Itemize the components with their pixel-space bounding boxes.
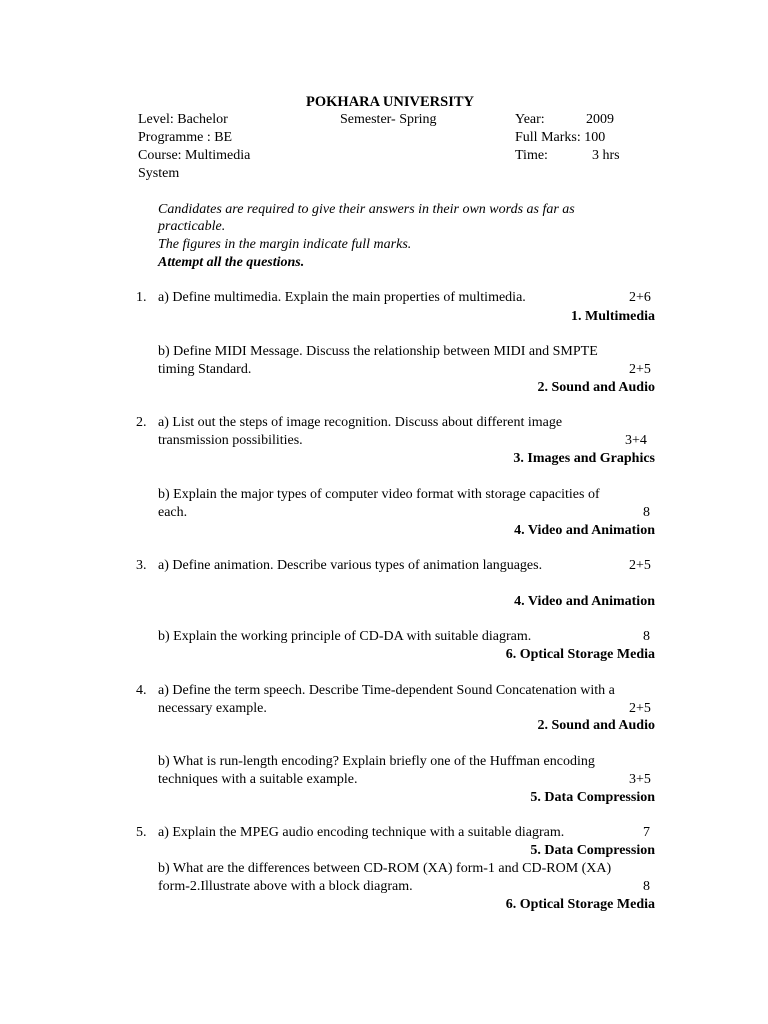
question-1b-text-line1: b) Define MIDI Message. Discuss the relationship between MIDI and SMPTE — [158, 344, 598, 359]
time-value: 3 hrs — [592, 148, 620, 163]
course-text-line1: Course: Multimedia — [138, 148, 251, 163]
semester-text: Semester- Spring — [340, 112, 437, 127]
question-4a-text-line1: a) Define the term speech. Describe Time-dependent Sound Concatenation with a — [158, 683, 615, 698]
question-3b-marks: 8 — [643, 629, 650, 644]
question-2b-marks: 8 — [643, 505, 650, 520]
question-5b-text-line1: b) What are the differences between CD-ROM (XA) form-1 and CD-ROM (XA) — [158, 861, 612, 876]
question-4a-topic: 2. Sound and Audio — [537, 718, 655, 733]
question-number: 2. — [136, 415, 147, 430]
instruction-line4: Attempt all the questions. — [158, 255, 305, 270]
question-number: 4. — [136, 683, 147, 698]
question-4a-text-line2: necessary example. — [158, 701, 267, 716]
instruction-line1: Candidates are required to give their answers in their own words as far as — [158, 202, 575, 217]
question-5a-text: a) Explain the MPEG audio encoding technique with a suitable diagram. — [158, 825, 565, 840]
question-1b-topic: 2. Sound and Audio — [537, 380, 655, 395]
question-4b-text-line2: techniques with a suitable example. — [158, 772, 358, 787]
question-3b-text: b) Explain the working principle of CD-DA with suitable diagram. — [158, 629, 532, 644]
question-5a-topic: 5. Data Compression — [530, 843, 655, 858]
programme-text: Programme : BE — [138, 130, 233, 145]
question-2a-text-line2: transmission possibilities. — [158, 433, 303, 448]
question-3a-text: a) Define animation. Describe various types of animation languages. — [158, 558, 543, 573]
question-number: 3. — [136, 558, 147, 573]
question-5b-topic: 6. Optical Storage Media — [505, 897, 655, 912]
instruction-line3: The figures in the margin indicate full marks. — [158, 237, 412, 252]
question-3a-topic: 4. Video and Animation — [514, 594, 655, 609]
question-5b-text-line2: form-2.Illustrate above with a block diagram. — [158, 879, 413, 894]
time-label: Time: — [515, 148, 548, 163]
question-3a-marks: 2+5 — [629, 558, 651, 573]
question-number: 1. — [136, 290, 147, 305]
question-4b-text-line1: b) What is run-length encoding? Explain briefly one of the Huffman encoding — [158, 754, 595, 769]
instruction-line2: practicable. — [158, 219, 226, 234]
question-2a-text-line1: a) List out the steps of image recognition. Discuss about different image — [158, 415, 563, 430]
question-4a-marks: 2+5 — [629, 701, 651, 716]
question-1a-text: a) Define multimedia. Explain the main properties of multimedia. — [158, 290, 526, 305]
question-2a-topic: 3. Images and Graphics — [513, 451, 655, 466]
level-text: Level: Bachelor — [138, 112, 228, 127]
question-4b-topic: 5. Data Compression — [530, 790, 655, 805]
question-4b-marks: 3+5 — [629, 772, 651, 787]
question-1a-marks: 2+6 — [629, 290, 651, 305]
question-1b-text-line2: timing Standard. — [158, 362, 252, 377]
university-title: POKHARA UNIVERSITY — [306, 94, 474, 110]
question-2b-text-line1: b) Explain the major types of computer video format with storage capacities of — [158, 487, 600, 502]
question-5b-marks: 8 — [643, 879, 650, 894]
question-3b-topic: 6. Optical Storage Media — [505, 647, 655, 662]
question-5a-marks: 7 — [643, 825, 650, 840]
question-1b-marks: 2+5 — [629, 362, 651, 377]
question-number: 5. — [136, 825, 147, 840]
question-2b-text-line2: each. — [158, 505, 188, 520]
question-2a-marks: 3+4 — [625, 433, 647, 448]
full-marks-text: Full Marks: 100 — [515, 130, 606, 145]
year-label: Year: — [515, 112, 545, 127]
question-2b-topic: 4. Video and Animation — [514, 523, 655, 538]
year-value: 2009 — [586, 112, 614, 127]
question-1a-topic: 1. Multimedia — [571, 309, 655, 324]
course-text-line2: System — [138, 166, 180, 181]
